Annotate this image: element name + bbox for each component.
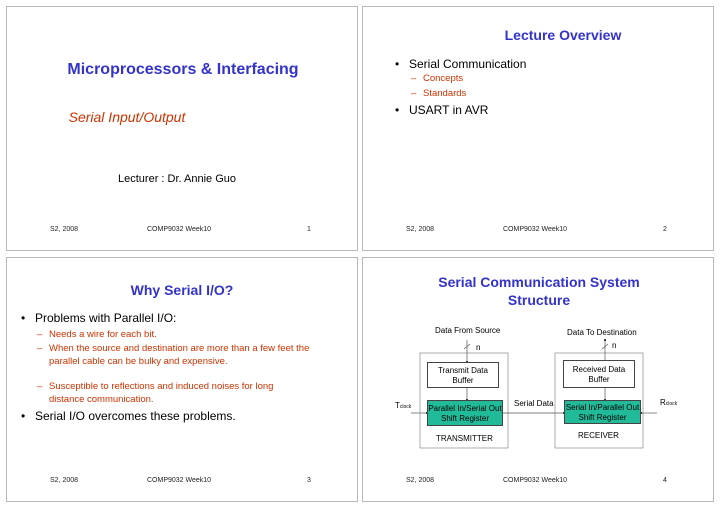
diagram-connectors [363,258,715,503]
slide-3 [6,257,358,502]
bullet-text: Serial I/O overcomes these problems. [35,409,236,423]
footer-page: 1 [307,226,311,233]
receiver-label: RECEIVER [578,431,619,440]
bullet: • [395,103,400,117]
sub-bullet-text: Standards [423,88,467,99]
slide-title: Microprocessors & Interfacing [67,61,299,78]
bus-width-label: n [476,343,481,352]
slide-1 [6,6,358,251]
sub-bullet-text: Concepts [423,73,464,84]
slide-title: Why Serial I/O? [130,282,234,298]
footer-date: S2, 2008 [406,477,435,484]
footer-course: COMP9032 Week10 [503,477,568,484]
bus-width-label: n [612,341,617,350]
rx-clock-label: Rclock [660,398,678,407]
lecturer: Lecturer : Dr. Annie Guo [118,173,237,185]
bullet-text: USART in AVR [409,103,489,117]
bullet-text: Serial Communication [409,57,527,71]
bullet: • [395,57,400,71]
slide-2 [362,6,714,251]
footer-page: 2 [663,226,667,233]
footer-date: S2, 2008 [406,226,435,233]
sub-bullet: – [411,73,417,84]
received-data-buffer: Received Data Buffer [563,360,635,388]
sub-bullet: – [37,329,43,340]
footer-date: S2, 2008 [50,477,79,484]
transmitter-label: TRANSMITTER [436,434,493,443]
sub-bullet-text: Susceptible to reflections and induced noises for long distance communication. [49,381,274,405]
slide-4 [362,257,714,502]
bullet: • [21,409,26,423]
footer-date: S2, 2008 [50,226,79,233]
sub-bullet-text: When the source and destination are more than a few feet the parallel cable can be bulky and expensive. [49,343,310,367]
footer-page: 3 [307,477,311,484]
tx-shift-register: Parallel In/Serial Out Shift Register [427,400,503,426]
sub-bullet: – [37,381,43,392]
bullet-text: Problems with Parallel I/O: [35,311,177,325]
footer-course: COMP9032 Week10 [147,226,212,233]
bullet: • [21,311,26,325]
sub-bullet-text: Needs a wire for each bit. [49,329,157,340]
slide-title-line1: Serial Communication System [438,274,640,290]
slide-title-line2: Structure [507,292,571,308]
serial-data-label: Serial Data [514,399,554,408]
sub-bullet: – [37,343,43,354]
data-to-destination-label: Data To Destination [567,328,637,337]
data-from-source-label: Data From Source [435,326,501,335]
transmit-data-buffer: Transmit Data Buffer [427,362,499,388]
slide-title: Lecture Overview [504,27,622,43]
footer-page: 4 [663,477,667,484]
slide-subtitle: Serial Input/Output [68,109,186,125]
sub-bullet: – [411,88,417,99]
footer-course: COMP9032 Week10 [147,477,212,484]
footer-course: COMP9032 Week10 [503,226,568,233]
rx-shift-register: Serial In/Parallel Out Shift Register [564,400,641,424]
tx-clock-label: Tclock [395,401,412,410]
